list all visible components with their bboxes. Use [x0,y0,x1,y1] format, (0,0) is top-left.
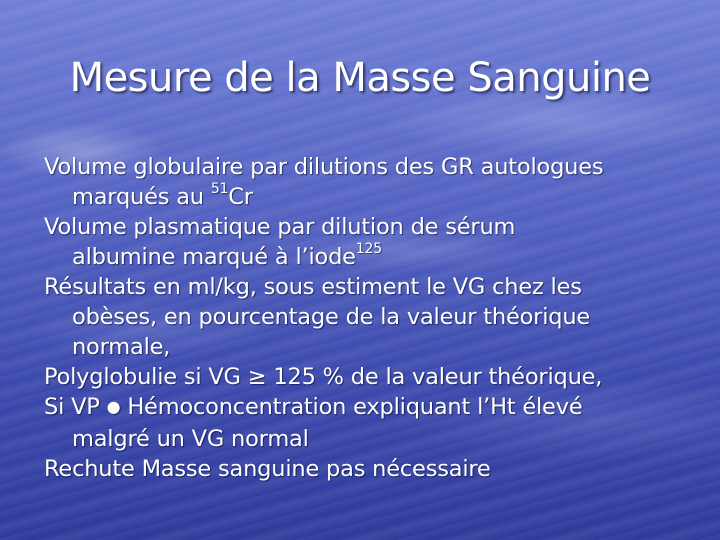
superscript: 125 [355,240,382,257]
bullet-polyglobulie [44,362,694,392]
superscript: 51 [210,180,229,197]
slide-body [44,152,694,484]
bullet-line-cont: malgré un VG normal [72,426,309,452]
bullet-line: Polyglobulie si VG ≥ 125 % de la valeur théorique, [44,364,603,390]
bullet-line: Résultats en ml/kg, sous estiment le VG chez les [44,274,582,300]
text-fragment: marqués au [72,184,211,210]
bullet-line-cont [44,182,694,212]
bullet-line-cont: obèses, en pourcentage de la valeur théorique [72,304,591,330]
text-fragment: Hémoconcentration expliquant l’Ht élevé [120,394,583,420]
bullet-line-cont: normale, [72,334,171,360]
bullet-line: Rechute Masse sanguine pas nécessaire [44,456,491,482]
bullet-line: Volume globulaire par dilutions des GR autologues [44,154,604,180]
text-fragment: Cr [228,184,253,210]
text-fragment: albumine marqué à l’iode [72,244,356,270]
bullet-resultats [44,272,694,362]
bullet-volume-globulaire [44,152,694,212]
arrow-bullet-icon: ● [106,397,121,416]
text-fragment: Si VP [44,394,107,420]
bullet-rechute [44,454,694,484]
slide-title: Mesure de la Masse Sanguine [69,55,651,101]
bullet-line-cont [44,242,694,272]
bullet-line: Volume plasmatique par dilution de sérum [44,214,516,240]
bullet-volume-plasmatique [44,212,694,272]
bullet-line [44,392,694,424]
bullet-si-vp [44,392,694,454]
